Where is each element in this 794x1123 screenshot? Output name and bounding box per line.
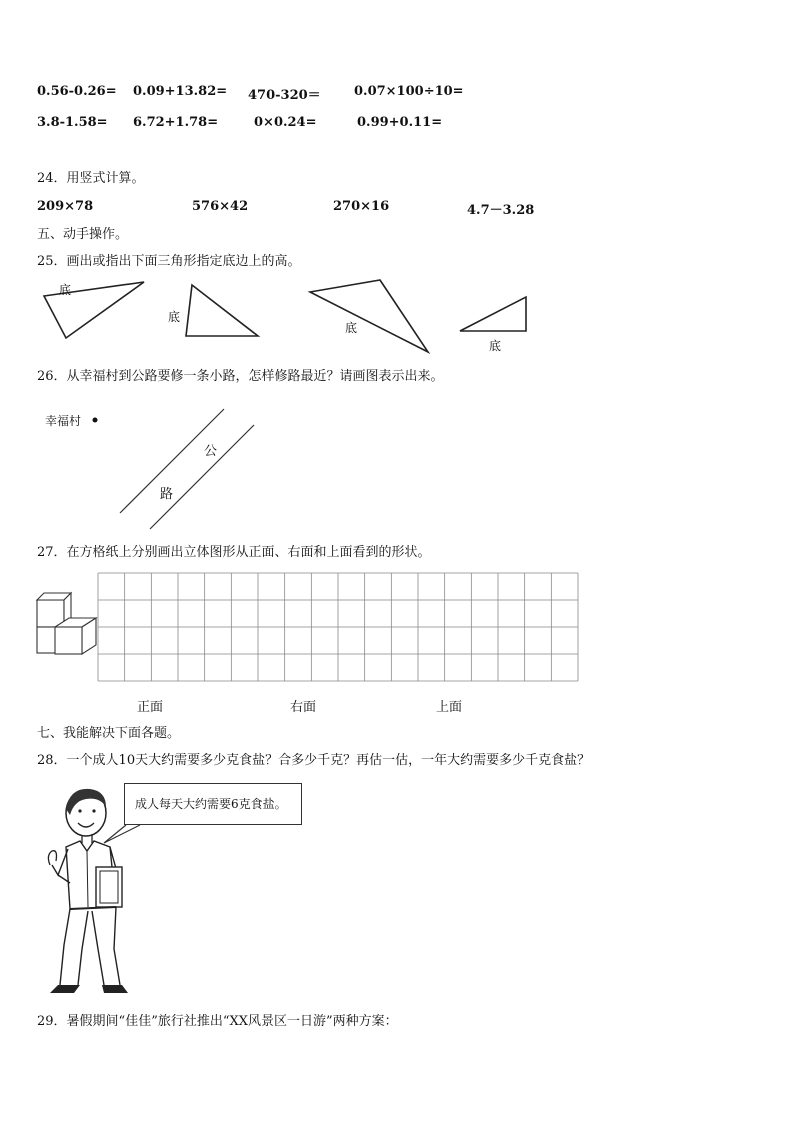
village-point: [93, 418, 98, 423]
section-heading: 五、动手操作。: [37, 227, 129, 242]
road-label: 路: [160, 487, 174, 502]
road-label: 公: [204, 444, 218, 459]
vertical-calc-item: 4.7－3.28: [467, 203, 535, 218]
triangle-3: [310, 280, 428, 352]
question-24-title: 24．用竖式计算。: [37, 171, 145, 186]
person-illustration: [40, 785, 190, 1015]
base-label: 底: [489, 339, 502, 353]
base-label: 底: [168, 310, 181, 324]
cube-figure: [0, 580, 110, 670]
question-29-title: 29．暑假期间“佳佳”旅行社推出“XX风景区一日游”两种方案：: [37, 1014, 398, 1029]
view-label-top: 上面: [436, 700, 463, 715]
view-label-right: 右面: [290, 700, 317, 715]
question-27-title: 27．在方格纸上分别画出立体图形从正面、右面和上面看到的形状。: [37, 545, 431, 560]
section-heading: 七、我能解决下面各题。: [37, 726, 181, 741]
road-figure: [0, 395, 794, 535]
triangle-2: [186, 285, 258, 336]
triangle-4: [460, 297, 526, 331]
base-label: 底: [345, 321, 358, 335]
speech-bubble-text: 成人每天大约需要6克食盐。: [135, 797, 287, 811]
question-28-title: 28．一个成人10天大约需要多少克食盐？合多少千克？再估一估，一年大约需要多少千克食盐？: [37, 753, 591, 768]
triangles-figure: [0, 270, 794, 360]
question-25-title: 25．画出或指出下面三角形指定底边上的高。: [37, 254, 301, 269]
calc-item: 0×0.24=: [254, 115, 317, 130]
calc-item: 0.56-0.26=: [37, 84, 117, 99]
calc-item: 470-320＝: [248, 88, 321, 103]
base-label: 底: [59, 283, 72, 297]
view-label-front: 正面: [137, 700, 164, 715]
calc-item: 0.99+0.11=: [357, 115, 443, 130]
question-26-title: 26．从幸福村到公路要修一条小路，怎样修路最近？请画图表示出来。: [37, 369, 444, 384]
grid-paper: [97, 572, 579, 682]
village-label: 幸福村: [45, 414, 82, 428]
vertical-calc-item: 576×42: [192, 199, 249, 214]
calc-item: 3.8-1.58=: [37, 115, 108, 130]
road-edge: [150, 425, 254, 529]
vertical-calc-item: 270×16: [333, 199, 390, 214]
vertical-calc-item: 209×78: [37, 199, 94, 214]
calc-item: 0.07×100÷10=: [354, 84, 464, 99]
calc-item: 6.72+1.78=: [133, 115, 219, 130]
calc-item: 0.09+13.82=: [133, 84, 228, 99]
